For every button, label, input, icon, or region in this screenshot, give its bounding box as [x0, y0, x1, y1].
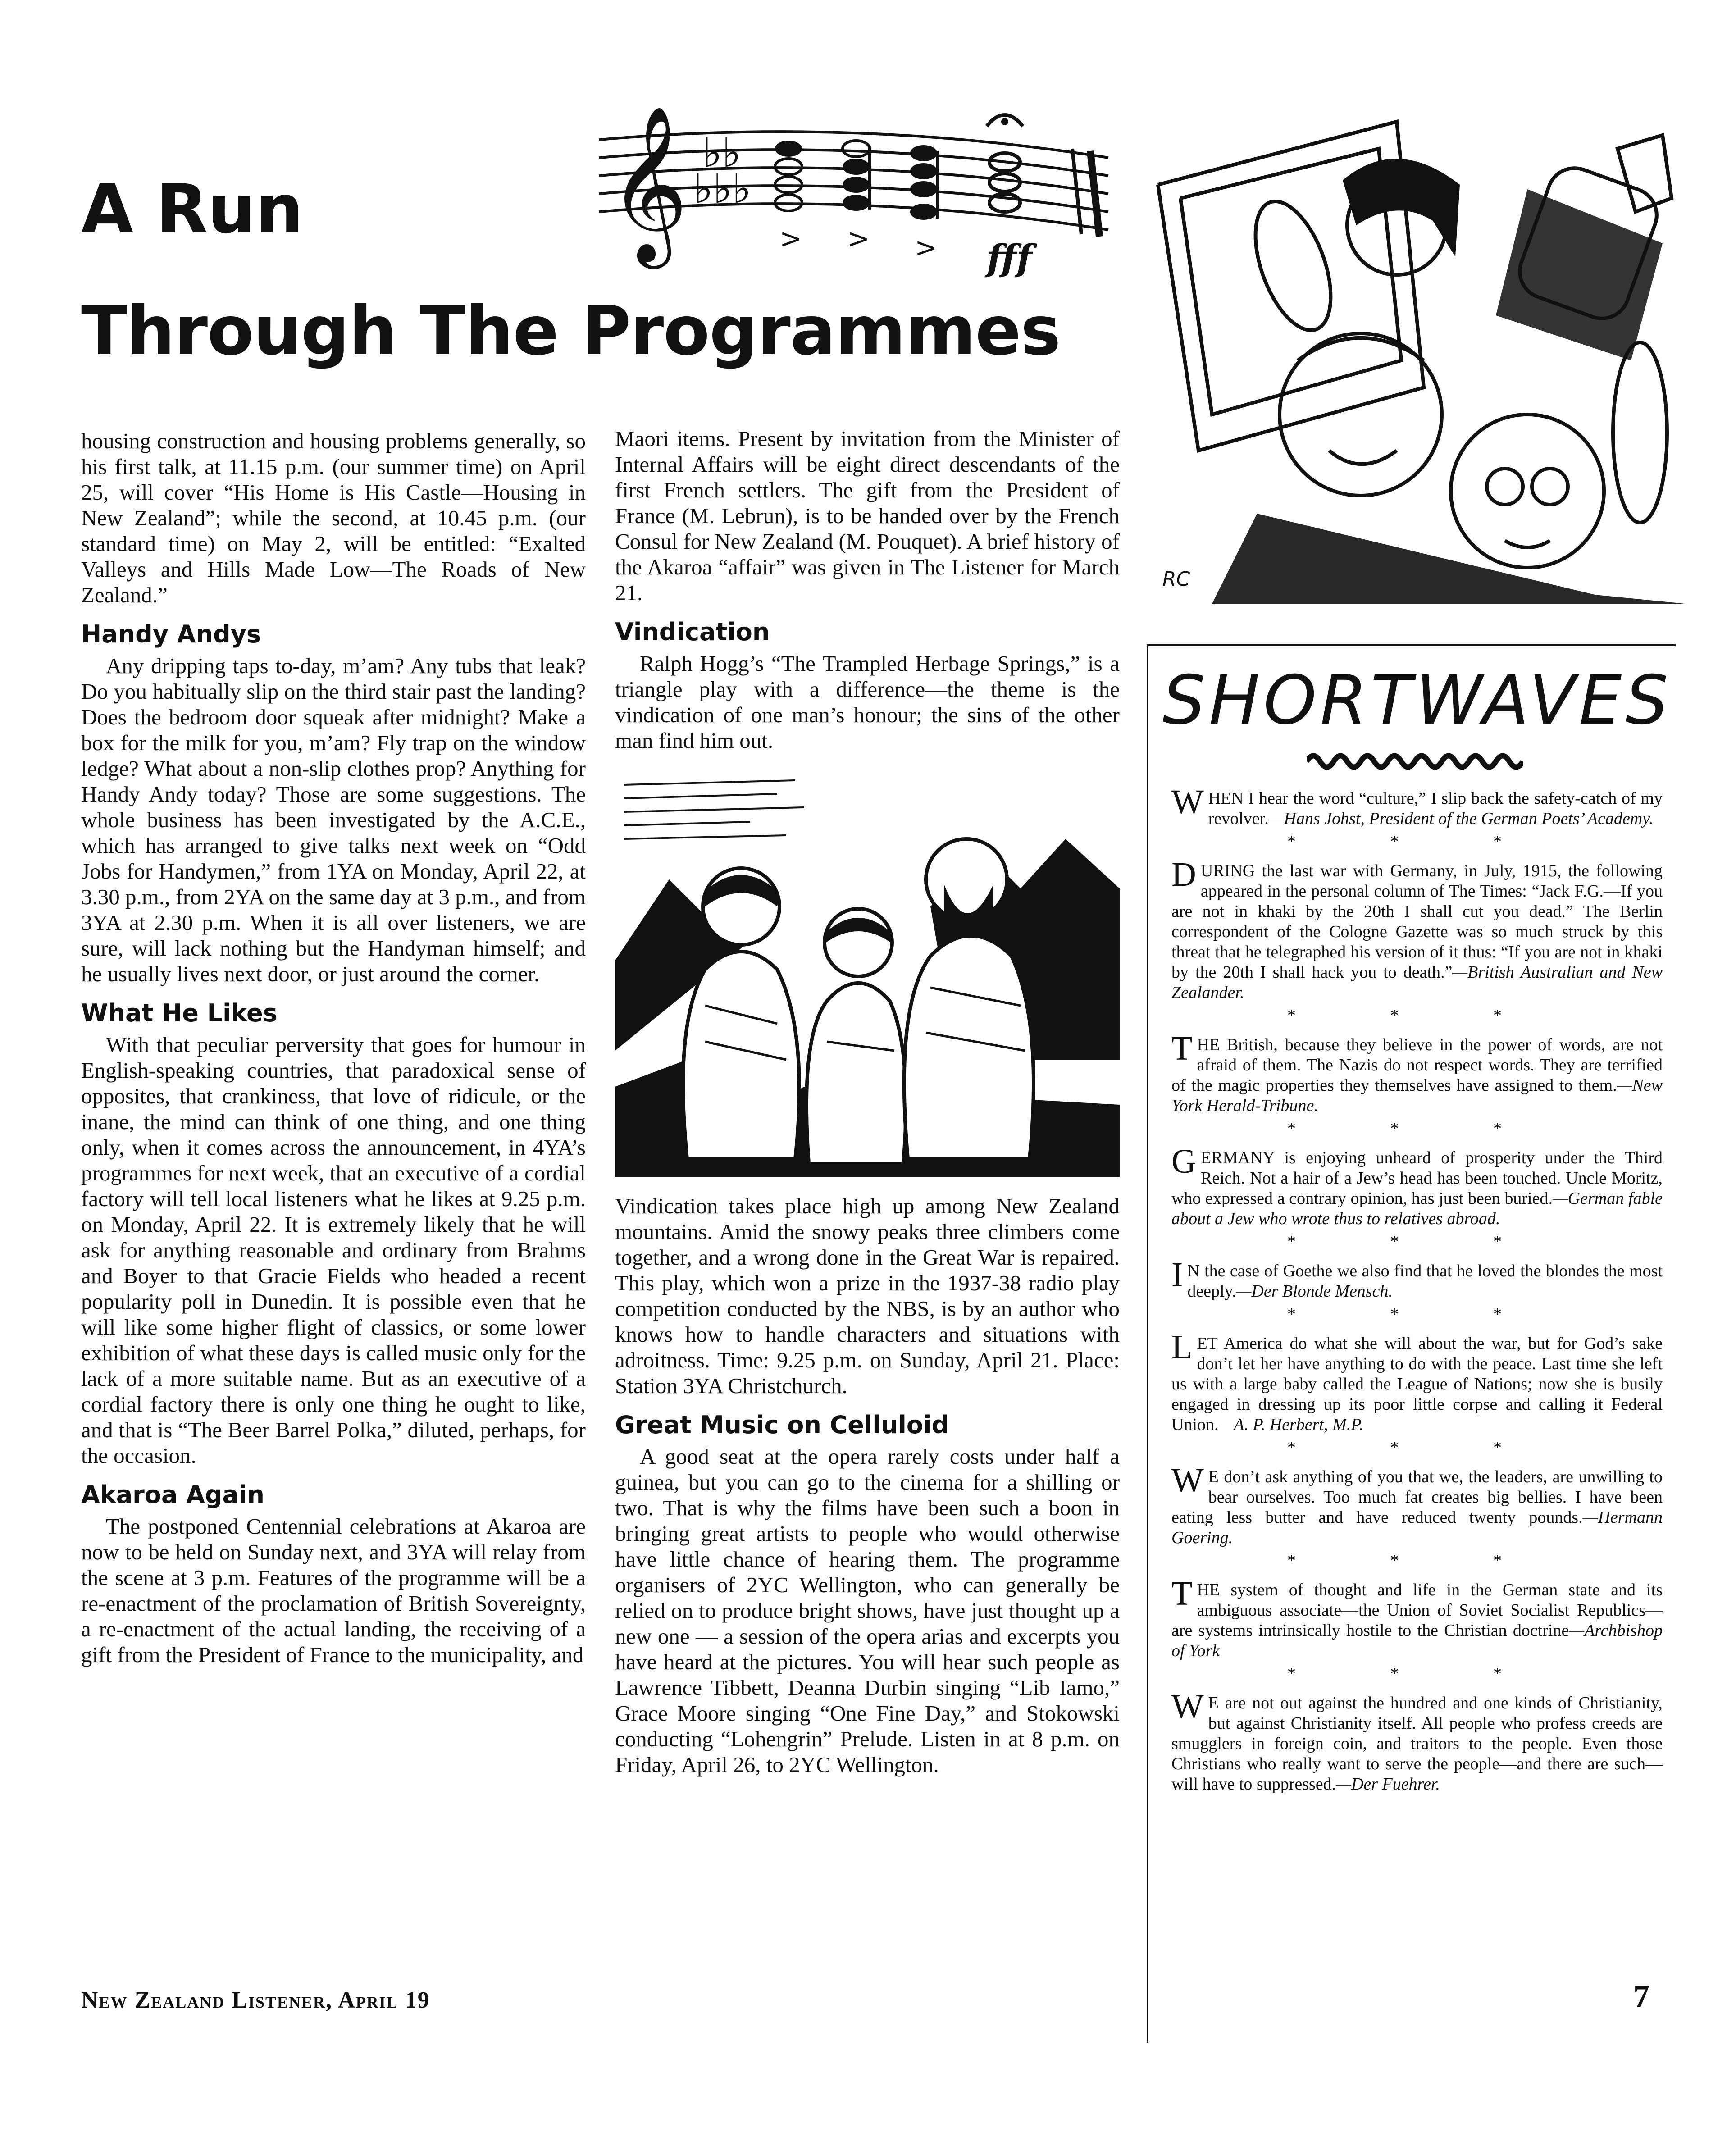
vindication-description-paragraph: Vindication takes place high up among New Zealand mountains. Amid the snowy peaks three climbers come together, and a wrong done in the Great War is repaired. This play, which won a prize in the 1937-38 radio play competition conducted by the NBS, is by an author who knows how to handle characters and situations with adroitness. Time: 9.25 p.m. on Sunday, April 21. Place: Station 3YA Christchurch.	[615, 1193, 1120, 1398]
shortwave-quote	[1171, 1029, 1663, 1116]
shortwave-quote	[1171, 1256, 1663, 1302]
section-separator: * * *	[1287, 1551, 1547, 1570]
shortwave-quote	[1171, 1328, 1663, 1435]
svg-text:♭♭♭: ♭♭♭	[694, 165, 752, 213]
handy-andys-paragraph: Any dripping taps to-day, m’am? Any tubs that leak? Do you habitually slip on the third stair past the landing? Does the bedroom door squeak after midnight? Make a box for the milk for you, m’am? Fly trap on the window ledge? What about a non-slip clothes prop? Anything for Handy Andy today? Those are some suggestions. The whole business has been investigated by the A.C.E., which has arranged to give talks next week on “Odd Jobs for Handymen,” from 1YA on Monday, April 22, at 3.30 p.m., from 2YA on the same day at 3 p.m., and from 3YA at 2.30 p.m. When it is all over listeners, we are sure, will lack nothing but the Handyman himself; and he usually lives next door, or just around the corner.	[81, 653, 586, 986]
quote-source: —Der Blonde Mensch.	[1236, 1282, 1393, 1301]
shortwaves-title: SHORTWAVES	[1162, 661, 1672, 740]
shortwaves-quotes	[1171, 783, 1663, 1795]
mountain-climbers-illustration	[615, 771, 1120, 1177]
quote-text: HE system of thought and life in the German state and its ambiguous associate—the Union of Soviet Socialist Republics—are systems intrinsically hostile to the Christian doctrine	[1171, 1581, 1663, 1640]
svg-text:>: >	[779, 223, 802, 255]
section-separator: * * *	[1287, 1438, 1547, 1457]
quote-source: —A. P. Herbert, M.P.	[1218, 1415, 1364, 1434]
quote-source: —British Australian and New Zealander.	[1171, 963, 1663, 1002]
section-separator: * * *	[1287, 1006, 1547, 1025]
quote-text: HEN I hear the word “culture,” I slip back the safety-catch of my revolver.	[1208, 789, 1663, 828]
shortwave-quote	[1171, 783, 1663, 829]
column-2	[615, 426, 1120, 1777]
quote-source: —Der Fuehrer.	[1336, 1775, 1440, 1794]
svg-text:♭♭: ♭♭	[703, 129, 741, 177]
maori-items-paragraph: Maori items. Present by invitation from the Minister of Internal Affairs will be eight direct descendants of the first French settlers. The gift from the President of France (M. Lebrun), is to be handed over by the French Consul for New Zealand (M. Pouquet). A brief history of the Akaroa “affair” was given in The Listener for March 21.	[615, 426, 1120, 605]
footer-masthead: New Zealand Listener, April 19	[81, 1987, 430, 2013]
heading-akaroa-again: Akaroa Again	[81, 1480, 264, 1509]
page-number: 7	[1633, 1978, 1649, 2014]
quote-text: E are not out against the hundred and one kinds of Christianity, but against Christianity itself. All people who profess creeds are smugglers in foreign coin, and traitors to the people. Even those Christians who really want to serve the people—and there are such—will have to suppressed.	[1171, 1694, 1663, 1794]
akaroa-paragraph: The postponed Centennial celebrations at Akaroa are now to be held on Sunday next, and 3YA will relay from the scene at 3 p.m. Features of the programme will be a re-enactment of the proclamation of British Sovereignty, a re-enactment of the actual landing, the receiving of a gift from the President of France to the municipality, and	[81, 1514, 586, 1667]
shortwave-quote	[1171, 1575, 1663, 1661]
quote-text: HE British, because they believe in the power of words, are not afraid of them. The Nazis do not respect words. They are terrified of the magic properties they themselves have assigned to them.	[1171, 1035, 1663, 1095]
shortwave-quote	[1171, 1143, 1663, 1229]
heading-great-music-on-celluloid: Great Music on Celluloid	[615, 1411, 949, 1439]
shortwave-quote	[1171, 1462, 1663, 1548]
section-separator: * * *	[1287, 1305, 1547, 1324]
music-dynamic-marking: fff	[987, 237, 1032, 279]
quote-text: E don’t ask anything of you that we, the leaders, are unwilling to bear ourselves. Too much fat creates big bellies. I have been eating less butter and have reduced twenty pounds.	[1171, 1467, 1663, 1527]
headline-line-2: Through The Programmes	[81, 292, 1061, 370]
quote-source: —Archbishop of York	[1171, 1621, 1663, 1660]
svg-text:>: >	[915, 232, 938, 264]
heading-vindication: Vindication	[615, 618, 770, 646]
svg-text:𝄞: 𝄞	[608, 105, 688, 262]
drop-cap: W	[1171, 1462, 1204, 1499]
svg-text:>: >	[847, 223, 870, 255]
drop-cap: L	[1171, 1328, 1193, 1366]
great-music-paragraph: A good seat at the opera rarely costs under half a guinea, but you can go to the cinema for a shilling or two. That is why the films have been such a boon in bringing great artists to people who would otherwise have little chance of hearing them. The programme organisers of 2YC Wellington, who can generally be relied on to produce bright shows, have just thought up a new one — a session of the opera arias and excerpts you have heard at the pictures. You will hear such people as Lawrence Tibbett, Deanna Durbin singing “Lib Iamo,” Grace Moore singing “One Fine Day,” and Stokowski conducting “Lohengrin” Prelude. Listen in at 8 p.m. on Friday, April 26, to 2YC Wellington.	[615, 1444, 1120, 1777]
quote-text: N the case of Goethe we also find that he loved the blondes the most deeply.	[1187, 1262, 1663, 1301]
column-1	[81, 428, 586, 1667]
music-staff-illustration	[590, 99, 1117, 279]
headline-line-1: A Run	[81, 170, 303, 249]
drop-cap: G	[1171, 1143, 1196, 1180]
shortwave-quote	[1171, 856, 1663, 1003]
title-ornament	[1307, 748, 1523, 775]
quote-text: URING the last war with Germany, in July, 1915, the following appeared in the personal column of The Times: “Jack F.G.—If you are not in khaki by the 20th I shall cut you dead.” The Berlin correspondent of the Cologne Gazette was so much struck by this threat that he telegraphed his version of it thus: “If you are not in khaki by the 20th I shall hack you to death.”	[1171, 861, 1663, 982]
heading-what-he-likes: What He Likes	[81, 999, 278, 1027]
what-he-likes-paragraph: With that peculiar perversity that goes for humour in English-speaking countries, that paradoxical sense of opposites, that crankiness, that love of ridicule, or the inane, the mind can think of one thing, and one thing only, when it comes across the announcement, in 4YA’s programmes for next week, that an executive of a cordial factory will tell local listeners what he likes at 9.25 p.m. on Monday, April 22. It is extremely likely that he will ask for anything reasonable and ordinary from Brahms and Boyer to that Gracie Fields who headed a recent popularity poll in Dunedin. It is possible even that he will like some higher flight of classics, or some lower exhibition of what these days is called music only for the lack of a more suitable name. But as an executive of a cordial factory there is only one thing he ought to like, and that is “The Beer Barrel Polka,” diluted, perhaps, for the occasion.	[81, 1032, 586, 1468]
section-separator: * * *	[1287, 1664, 1547, 1683]
drop-cap: T	[1171, 1575, 1193, 1612]
quote-source: —New York Herald-Tribune.	[1171, 1076, 1663, 1115]
shortwave-quote	[1171, 1688, 1663, 1795]
drop-cap: W	[1171, 783, 1204, 821]
quote-text: ERMANY is enjoying unheard of prosperity under the Third Reich. Not a hair of a Jew’s head has been touched. Uncle Moritz, who expressed a contrary opinion, has just been buried.	[1171, 1148, 1663, 1208]
drop-cap: T	[1171, 1029, 1193, 1067]
quote-source: —Hans Johst, President of the German Poets’ Academy.	[1268, 809, 1654, 828]
heading-handy-andys: Handy Andys	[81, 620, 261, 648]
section-separator: * * *	[1287, 832, 1547, 851]
section-separator: * * *	[1287, 1119, 1547, 1138]
section-separator: * * *	[1287, 1232, 1547, 1251]
quote-source: —German fable about a Jew who wrote thus to relatives abroad.	[1171, 1189, 1663, 1228]
radio-personalities-cartoon	[1144, 108, 1685, 604]
housing-paragraph: housing construction and housing problems generally, so his first talk, at 11.15 p.m. (our summer time) on April 25, will cover “His Home is His Castle—Housing in New Zealand”; while the second, at 10.45 p.m. (our standard time) on May 2, will be entitled: “Exalted Valleys and Hills Made Low—The Roads of New Zealand.”	[81, 428, 586, 607]
quote-text: ET America do what she will about the war, but for God’s sake don’t let her have anything to do with the peace. Last time she left us with a large baby called the League of Nations; now she is busily engaged in dressing up its poor little corpse and calling it Federal Union.	[1171, 1334, 1663, 1434]
drop-cap: I	[1171, 1256, 1183, 1294]
drop-cap: D	[1171, 856, 1196, 893]
drop-cap: W	[1171, 1688, 1204, 1726]
vindication-paragraph: Ralph Hogg’s “The Trampled Herbage Springs,” is a triangle play with a difference—the theme is the vindication of one man’s honour; the sins of the other man find him out.	[615, 651, 1120, 753]
quote-source: —Hermann Goering.	[1171, 1508, 1663, 1547]
cartoon-signature: RC	[1162, 568, 1190, 591]
